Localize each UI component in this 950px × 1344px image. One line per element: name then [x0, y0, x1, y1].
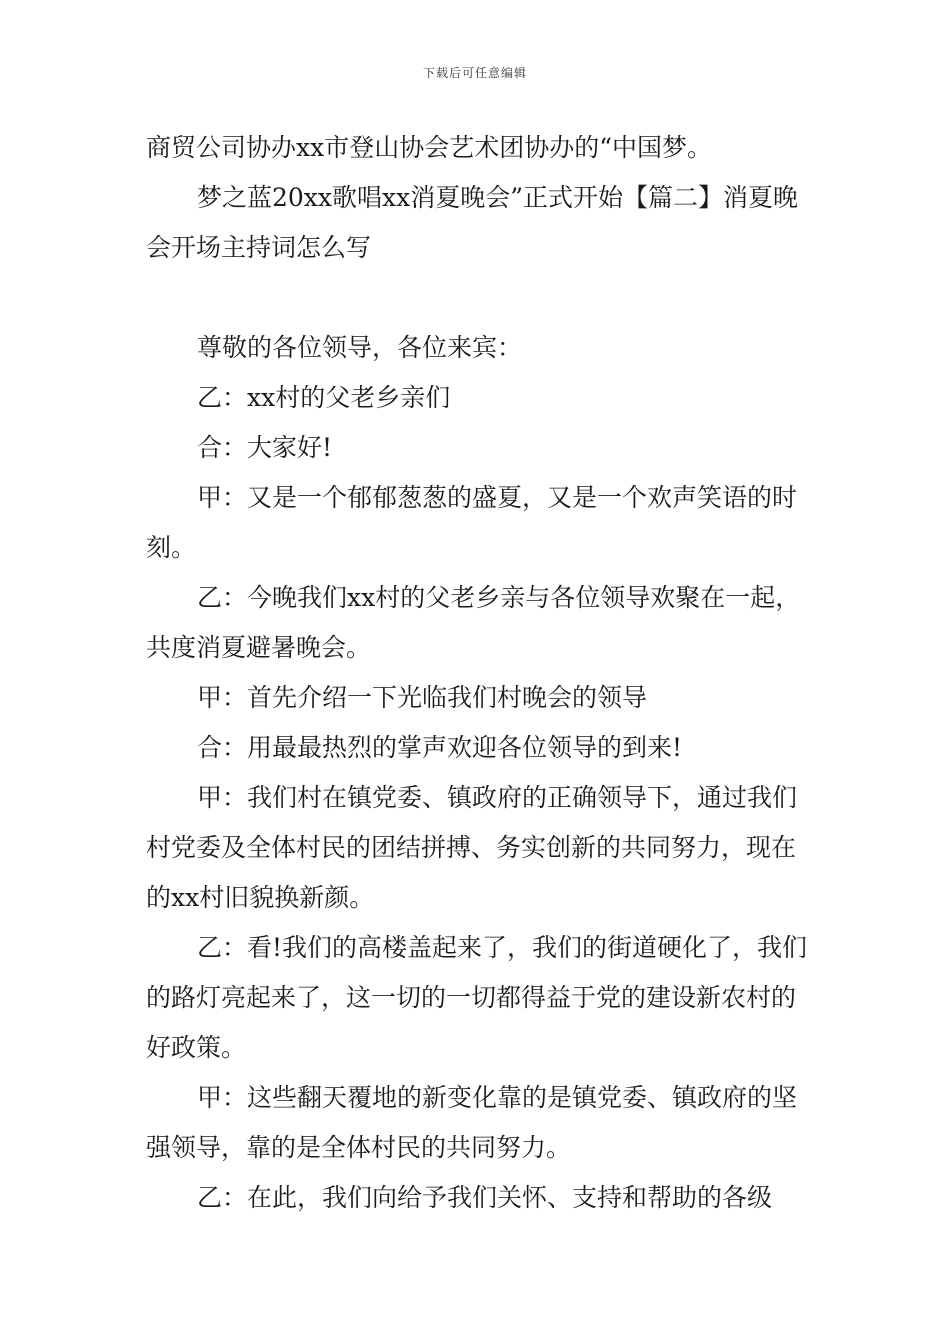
page-header: 下载后可任意编辑 — [422, 66, 527, 80]
paragraph-dialogue: 甲：又是一个郁郁葱葱的盛夏，又是一个欢声笑语的时刻。 — [146, 483, 798, 562]
paragraph-dialogue: 甲：首先介绍一下光临我们村晚会的领导 — [197, 683, 648, 712]
paragraph-dialogue: 甲：我们村在镇党委、镇政府的正确领导下，通过我们村党委及全体村民的团结拼搏、务实创新的共同努力，现在的xx村旧貌换新颜。 — [146, 783, 798, 912]
paragraph-dialogue: 乙：今晚我们xx村的父老乡亲与各位领导欢聚在一起，共度消夏避暑晚会。 — [146, 583, 801, 662]
paragraph-dialogue: 合：大家好! — [197, 433, 333, 462]
paragraph-dialogue: 甲：这些翻天覆地的新变化靠的是镇党委、镇政府的坚强领导，靠的是全体村民的共同努力。 — [146, 1083, 798, 1162]
paragraph-dialogue: 乙：看!我们的高楼盖起来了，我们的街道硬化了，我们的路灯亮起来了，这一切的一切都得益于党的建设新农村的好政策。 — [146, 933, 808, 1062]
paragraph-spacer — [146, 273, 810, 323]
paragraph-continuation: 商贸公司协办xx市登山协会艺术团协办的“中国梦。 — [146, 133, 712, 162]
paragraph-title-line: 梦之蓝20xx歌唱xx消夏晚会”正式开始【篇二】消夏晚会开场主持词怎么写 — [146, 183, 798, 262]
paragraph-dialogue: 乙：xx村的父老乡亲们 — [197, 383, 451, 412]
document-body — [146, 123, 810, 1223]
paragraph-dialogue: 合：用最最热烈的掌声欢迎各位领导的到来! — [197, 733, 683, 762]
paragraph-greeting: 尊敬的各位领导，各位来宾： — [197, 333, 523, 362]
paragraph-dialogue: 乙：在此，我们向给予我们关怀、支持和帮助的各级 — [197, 1183, 773, 1212]
